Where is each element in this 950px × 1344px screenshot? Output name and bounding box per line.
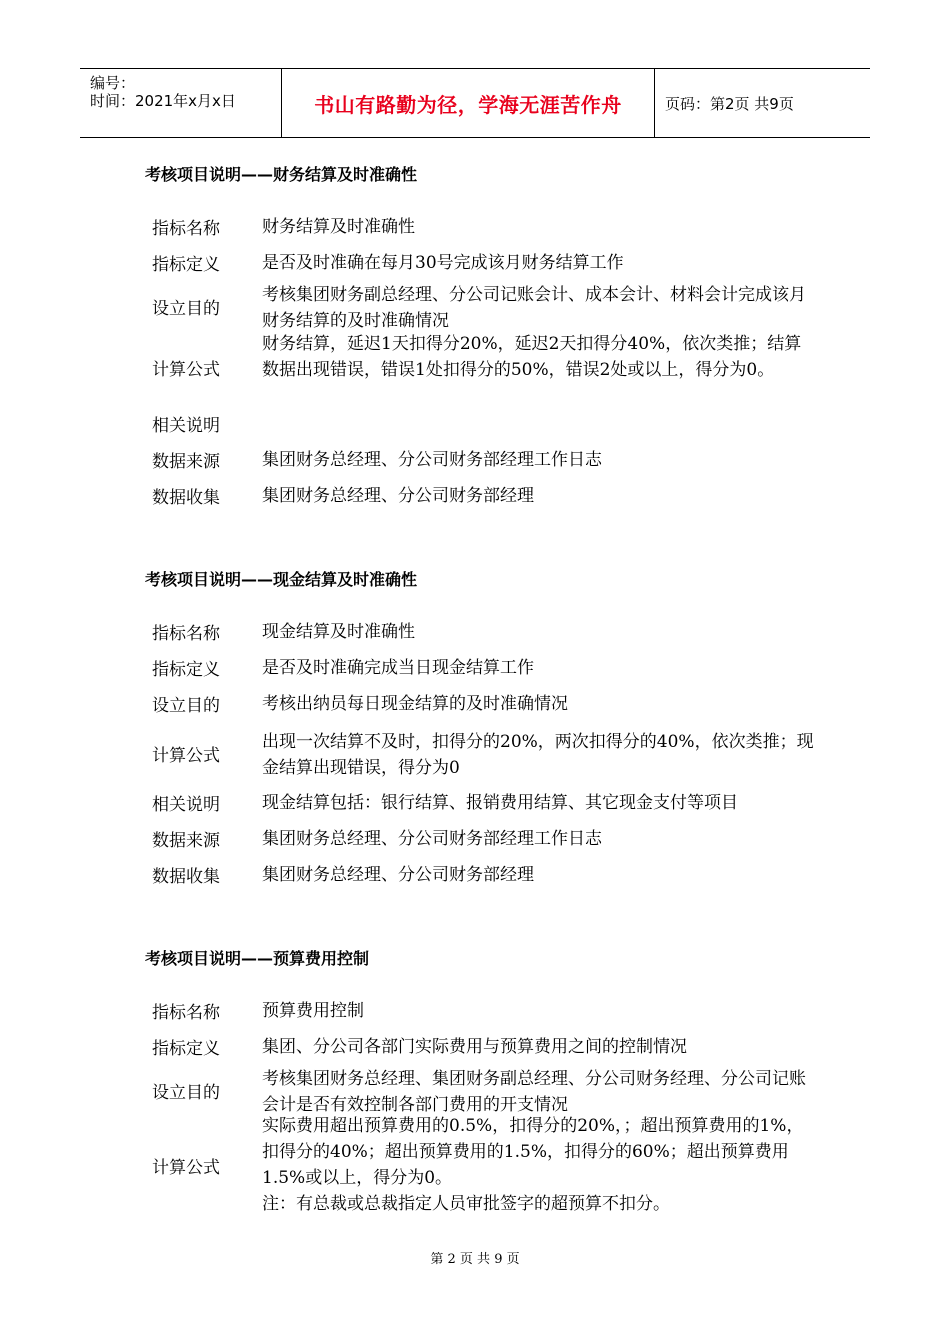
row-label: 设立目的 xyxy=(152,1083,220,1103)
row-value: 出现一次结算不及时，扣得分的20%，两次扣得分的40%，依次类推；现金结算出现错误，得分为0 xyxy=(262,732,814,778)
section-title: 考核项目说明——预算费用控制 xyxy=(145,949,370,968)
document-number: 编号： xyxy=(90,74,136,92)
row-label: 指标名称 xyxy=(152,624,220,644)
section-title: 考核项目说明——财务结算及时准确性 xyxy=(145,165,418,184)
row-value: 是否及时准确在每月30号完成该月财务结算工作 xyxy=(262,253,624,273)
header-page-cell xyxy=(655,69,870,137)
row-label: 计算公式 xyxy=(152,360,220,380)
row-label: 设立目的 xyxy=(152,696,220,716)
row-label: 数据收集 xyxy=(152,488,220,508)
row-value: 财务结算，延迟1天扣得分20%，延迟2天扣得分40%，依次类推；结算数据出现错误，错误1处扣得分的50%，错误2处或以上，得分为0。 xyxy=(262,334,802,380)
row-value: 集团财务总经理、分公司财务部经理 xyxy=(262,865,534,885)
section-title: 考核项目说明——现金结算及时准确性 xyxy=(145,570,418,589)
row-label: 指标定义 xyxy=(152,660,220,680)
row-value: 考核集团财务副总经理、分公司记账会计、成本会计、材料会计完成该月财务结算的及时准确情况 xyxy=(262,285,806,331)
row-value: 集团财务总经理、分公司财务部经理工作日志 xyxy=(262,450,602,470)
row-label: 指标名称 xyxy=(152,219,220,239)
row-value xyxy=(262,1113,818,1217)
row-label: 数据收集 xyxy=(152,867,220,887)
row-label: 数据来源 xyxy=(152,452,220,472)
header-motto: 书山有路勤为径，学海无涯苦作舟 xyxy=(314,92,622,117)
header-meta xyxy=(80,69,281,137)
row-value: 集团财务总经理、分公司财务部经理工作日志 xyxy=(262,829,602,849)
header-page-info: 页码：第2页 共9页 xyxy=(665,94,794,113)
row-value: 考核集团财务总经理、集团财务副总经理、分公司财务经理、分公司记账会计是否有效控制各部门费用的开支情况 xyxy=(262,1069,806,1115)
row-label: 指标定义 xyxy=(152,255,220,275)
header-motto-cell xyxy=(281,69,655,137)
row-label: 计算公式 xyxy=(152,746,220,766)
row-value: 现金结算及时准确性 xyxy=(262,622,415,642)
row-label: 指标名称 xyxy=(152,1003,220,1023)
row-value: 财务结算及时准确性 xyxy=(262,217,415,237)
row-value: 集团、分公司各部门实际费用与预算费用之间的控制情况 xyxy=(262,1037,687,1057)
row-label: 设立目的 xyxy=(152,299,220,319)
row-label: 相关说明 xyxy=(152,795,220,815)
formula-note: 注：有总裁或总裁指定人员审批签字的超预算不扣分。 xyxy=(262,1194,670,1214)
row-label: 计算公式 xyxy=(152,1158,220,1178)
page-footer: 第 2 页 共 9 页 xyxy=(430,1252,520,1267)
row-value: 考核出纳员每日现金结算的及时准确情况 xyxy=(262,694,568,714)
row-value: 是否及时准确完成当日现金结算工作 xyxy=(262,658,534,678)
row-label: 数据来源 xyxy=(152,831,220,851)
row-label: 相关说明 xyxy=(152,416,220,436)
row-label: 指标定义 xyxy=(152,1039,220,1059)
row-value: 集团财务总经理、分公司财务部经理 xyxy=(262,486,534,506)
formula-text: 实际费用超出预算费用的0.5%，扣得分的20%，；超出预算费用的1%，扣得分的40%；超出预算费用的1.5%，扣得分的60%；超出预算费用1.5%或以上，得分为0。 xyxy=(262,1116,804,1188)
document-time: 时间：2021年x月x日 xyxy=(90,92,236,110)
row-value: 现金结算包括：银行结算、报销费用结算、其它现金支付等项目 xyxy=(262,793,738,813)
page-header xyxy=(80,68,870,138)
row-value: 预算费用控制 xyxy=(262,1001,364,1021)
